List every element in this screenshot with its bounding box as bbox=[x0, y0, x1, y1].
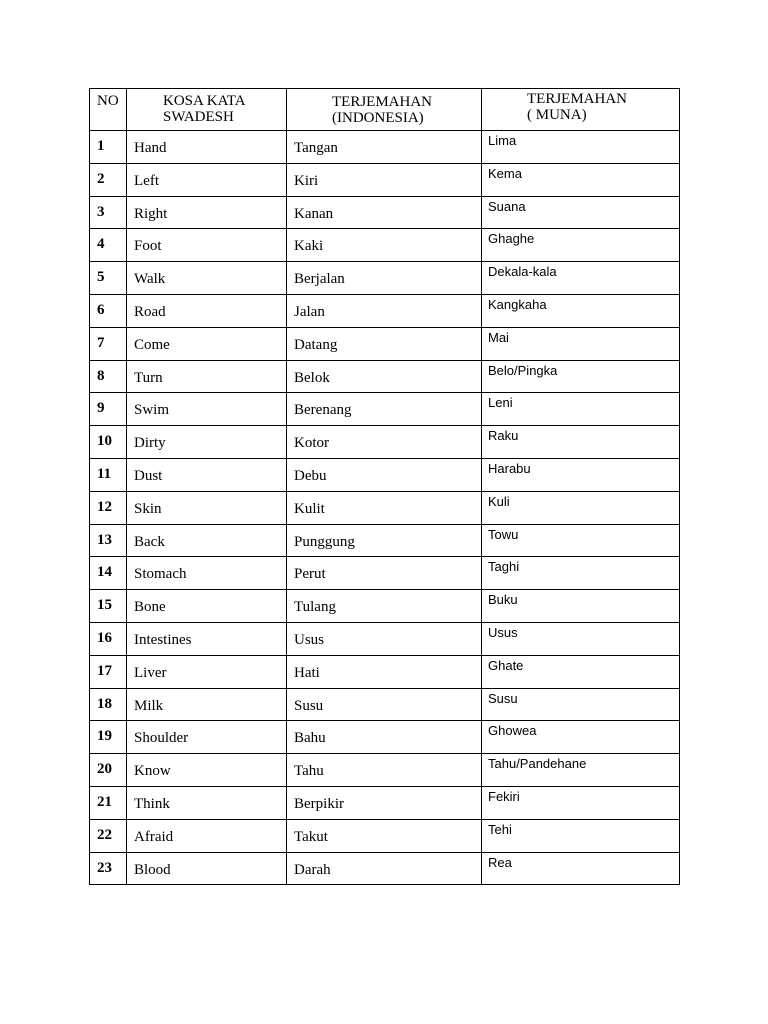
table-row bbox=[90, 524, 680, 557]
row-number: 11 bbox=[90, 458, 127, 491]
table-row bbox=[90, 360, 680, 393]
row-english-word: Liver bbox=[127, 655, 287, 688]
row-english-word: Think bbox=[127, 786, 287, 819]
row-number: 6 bbox=[90, 294, 127, 327]
table-row bbox=[90, 294, 680, 327]
row-english-word: Shoulder bbox=[127, 721, 287, 754]
row-number: 8 bbox=[90, 360, 127, 393]
table-row bbox=[90, 491, 680, 524]
row-number: 20 bbox=[90, 754, 127, 787]
row-muna-translation: Belo/Pingka bbox=[482, 360, 680, 393]
header-muna-line2: ( MUNA) bbox=[527, 107, 587, 123]
table-row bbox=[90, 196, 680, 229]
row-indonesian-translation: Punggung bbox=[287, 524, 482, 557]
row-english-word: Turn bbox=[127, 360, 287, 393]
header-swadesh-line1: KOSA KATA bbox=[163, 93, 246, 109]
row-muna-translation: Kema bbox=[482, 163, 680, 196]
row-english-word: Stomach bbox=[127, 557, 287, 590]
header-swadesh bbox=[127, 89, 287, 131]
row-english-word: Road bbox=[127, 294, 287, 327]
table-row bbox=[90, 622, 680, 655]
table-row bbox=[90, 458, 680, 491]
row-english-word: Milk bbox=[127, 688, 287, 721]
row-english-word: Dust bbox=[127, 458, 287, 491]
row-number: 5 bbox=[90, 262, 127, 295]
header-muna bbox=[482, 89, 680, 131]
row-english-word: Back bbox=[127, 524, 287, 557]
row-indonesian-translation: Susu bbox=[287, 688, 482, 721]
table-row bbox=[90, 721, 680, 754]
row-muna-translation: Buku bbox=[482, 590, 680, 623]
header-indonesia-line2: (INDONESIA) bbox=[332, 110, 424, 126]
row-english-word: Bone bbox=[127, 590, 287, 623]
row-english-word: Afraid bbox=[127, 819, 287, 852]
table-row bbox=[90, 819, 680, 852]
table-row bbox=[90, 393, 680, 426]
row-muna-translation: Dekala-kala bbox=[482, 262, 680, 295]
row-english-word: Left bbox=[127, 163, 287, 196]
table-row bbox=[90, 754, 680, 787]
row-number: 15 bbox=[90, 590, 127, 623]
row-muna-translation: Towu bbox=[482, 524, 680, 557]
row-muna-translation: Taghi bbox=[482, 557, 680, 590]
row-muna-translation: Kangkaha bbox=[482, 294, 680, 327]
header-swadesh-line2: SWADESH bbox=[163, 109, 234, 125]
row-indonesian-translation: Debu bbox=[287, 458, 482, 491]
header-indonesia bbox=[287, 89, 482, 131]
row-indonesian-translation: Hati bbox=[287, 655, 482, 688]
row-indonesian-translation: Tulang bbox=[287, 590, 482, 623]
row-indonesian-translation: Bahu bbox=[287, 721, 482, 754]
row-indonesian-translation: Usus bbox=[287, 622, 482, 655]
row-english-word: Foot bbox=[127, 229, 287, 262]
row-muna-translation: Ghowea bbox=[482, 721, 680, 754]
row-english-word: Know bbox=[127, 754, 287, 787]
table-row bbox=[90, 426, 680, 459]
row-number: 1 bbox=[90, 131, 127, 164]
row-indonesian-translation: Jalan bbox=[287, 294, 482, 327]
header-muna-line1: TERJEMAHAN bbox=[527, 91, 627, 107]
row-number: 9 bbox=[90, 393, 127, 426]
row-indonesian-translation: Kaki bbox=[287, 229, 482, 262]
row-indonesian-translation: Belok bbox=[287, 360, 482, 393]
row-muna-translation: Kuli bbox=[482, 491, 680, 524]
row-number: 12 bbox=[90, 491, 127, 524]
row-number: 2 bbox=[90, 163, 127, 196]
row-indonesian-translation: Perut bbox=[287, 557, 482, 590]
row-muna-translation: Lima bbox=[482, 131, 680, 164]
row-indonesian-translation: Takut bbox=[287, 819, 482, 852]
table-row bbox=[90, 590, 680, 623]
table-row bbox=[90, 262, 680, 295]
row-number: 18 bbox=[90, 688, 127, 721]
table-body bbox=[90, 131, 680, 885]
row-english-word: Come bbox=[127, 327, 287, 360]
row-number: 23 bbox=[90, 852, 127, 885]
row-english-word: Intestines bbox=[127, 622, 287, 655]
row-english-word: Walk bbox=[127, 262, 287, 295]
row-indonesian-translation: Darah bbox=[287, 852, 482, 885]
row-muna-translation: Ghaghe bbox=[482, 229, 680, 262]
table-row bbox=[90, 327, 680, 360]
row-muna-translation: Rea bbox=[482, 852, 680, 885]
row-muna-translation: Mai bbox=[482, 327, 680, 360]
header-no: NO bbox=[90, 89, 127, 131]
swadesh-table bbox=[89, 88, 680, 885]
row-number: 7 bbox=[90, 327, 127, 360]
row-muna-translation: Susu bbox=[482, 688, 680, 721]
table-row bbox=[90, 131, 680, 164]
row-indonesian-translation: Kulit bbox=[287, 491, 482, 524]
row-english-word: Swim bbox=[127, 393, 287, 426]
table-row bbox=[90, 557, 680, 590]
header-indonesia-line1: TERJEMAHAN bbox=[332, 94, 432, 110]
row-number: 22 bbox=[90, 819, 127, 852]
row-indonesian-translation: Berjalan bbox=[287, 262, 482, 295]
row-number: 19 bbox=[90, 721, 127, 754]
row-muna-translation: Harabu bbox=[482, 458, 680, 491]
table-row bbox=[90, 655, 680, 688]
row-indonesian-translation: Berenang bbox=[287, 393, 482, 426]
row-english-word: Skin bbox=[127, 491, 287, 524]
table-row bbox=[90, 786, 680, 819]
row-muna-translation: Fekiri bbox=[482, 786, 680, 819]
row-indonesian-translation: Kotor bbox=[287, 426, 482, 459]
row-indonesian-translation: Kiri bbox=[287, 163, 482, 196]
row-indonesian-translation: Berpikir bbox=[287, 786, 482, 819]
row-english-word: Dirty bbox=[127, 426, 287, 459]
row-number: 21 bbox=[90, 786, 127, 819]
row-muna-translation: Leni bbox=[482, 393, 680, 426]
row-number: 3 bbox=[90, 196, 127, 229]
table-row bbox=[90, 852, 680, 885]
row-muna-translation: Tehi bbox=[482, 819, 680, 852]
row-muna-translation: Suana bbox=[482, 196, 680, 229]
row-muna-translation: Tahu/Pandehane bbox=[482, 754, 680, 787]
row-number: 13 bbox=[90, 524, 127, 557]
row-english-word: Hand bbox=[127, 131, 287, 164]
row-indonesian-translation: Tangan bbox=[287, 131, 482, 164]
table-row bbox=[90, 229, 680, 262]
row-number: 4 bbox=[90, 229, 127, 262]
row-muna-translation: Usus bbox=[482, 622, 680, 655]
row-english-word: Right bbox=[127, 196, 287, 229]
row-number: 17 bbox=[90, 655, 127, 688]
row-english-word: Blood bbox=[127, 852, 287, 885]
row-number: 10 bbox=[90, 426, 127, 459]
table-row bbox=[90, 163, 680, 196]
row-indonesian-translation: Datang bbox=[287, 327, 482, 360]
row-indonesian-translation: Kanan bbox=[287, 196, 482, 229]
row-muna-translation: Raku bbox=[482, 426, 680, 459]
table-header-row bbox=[90, 89, 680, 131]
table-row bbox=[90, 688, 680, 721]
row-muna-translation: Ghate bbox=[482, 655, 680, 688]
row-number: 16 bbox=[90, 622, 127, 655]
row-number: 14 bbox=[90, 557, 127, 590]
row-indonesian-translation: Tahu bbox=[287, 754, 482, 787]
